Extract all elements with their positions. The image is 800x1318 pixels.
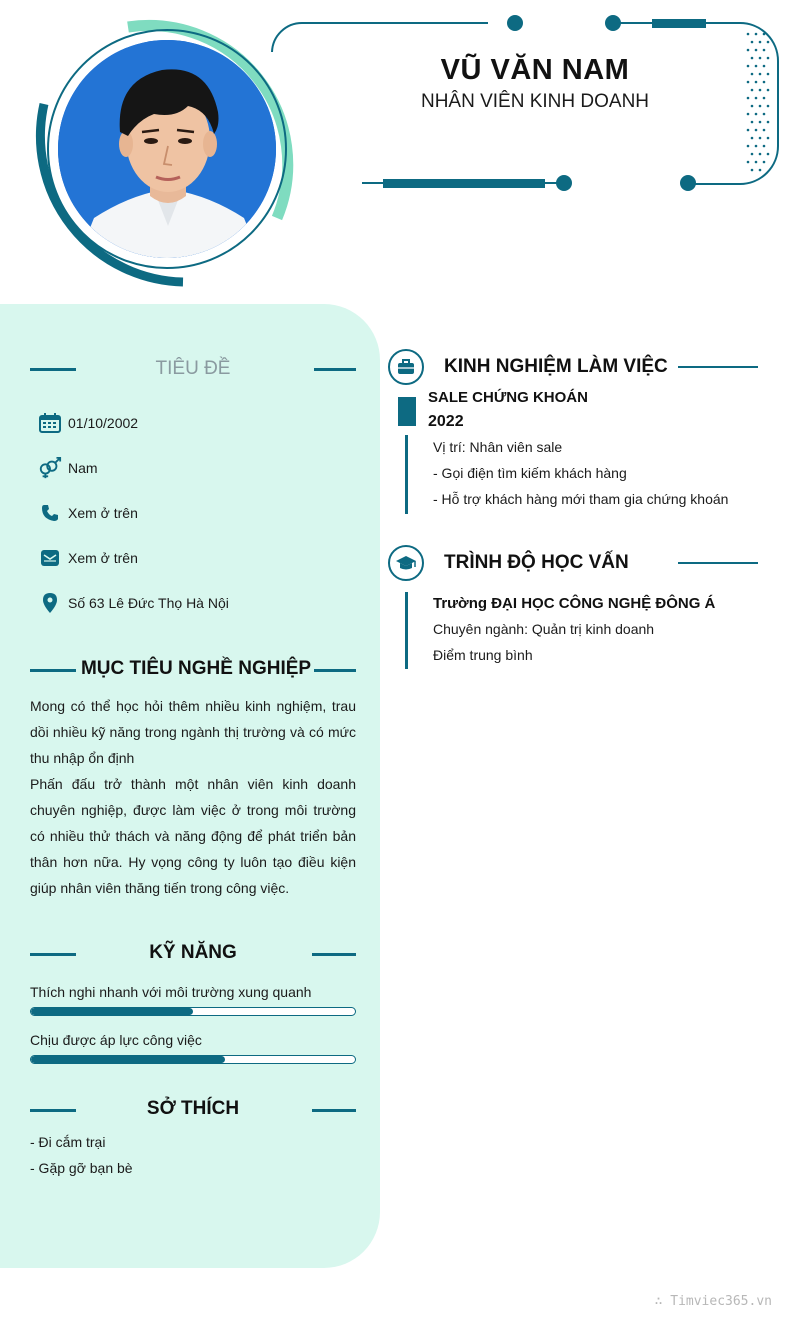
location-pin-icon [38, 591, 62, 615]
skill-progress-fill [31, 1056, 225, 1063]
hobby-item: - Gặp gỡ bạn bè [30, 1160, 133, 1176]
graduation-cap-icon [388, 545, 424, 581]
experience-company: SALE CHỨNG KHOÁN [428, 389, 588, 406]
objective-heading-line-right [314, 669, 356, 672]
contact-item-email [38, 546, 138, 570]
contact-heading: TIÊU ĐỀ [155, 358, 231, 379]
gender-icon [38, 456, 62, 480]
email-text: Xem ở trên [68, 550, 138, 566]
experience-detail: - Gọi điện tìm kiếm khách hàng [433, 465, 627, 481]
phone-text: Xem ở trên [68, 505, 138, 521]
job-title: NHÂN VIÊN KINH DOANH [420, 91, 650, 112]
skills-heading-line-left [30, 953, 76, 956]
education-heading: TRÌNH ĐỘ HỌC VẤN [444, 552, 629, 573]
gender-text: Nam [68, 460, 98, 476]
calendar-icon [38, 411, 62, 435]
contact-item-gender [38, 456, 98, 480]
contact-item-address [38, 591, 229, 615]
experience-timeline-bar [405, 435, 408, 514]
education-heading-line [678, 562, 758, 564]
hobbies-heading: SỞ THÍCH [146, 1098, 240, 1119]
briefcase-icon [388, 349, 424, 385]
contact-heading-line-right [314, 368, 356, 371]
experience-detail: - Hỗ trợ khách hàng mới tham gia chứng khoán [433, 491, 729, 507]
skill-progress-bar [30, 1055, 356, 1064]
experience-marker [398, 397, 416, 426]
hobbies-heading-line-right [312, 1109, 356, 1112]
objective-heading-line-left [30, 669, 76, 672]
email-icon [38, 546, 62, 570]
candidate-name: VŨ VĂN NAM [440, 54, 630, 86]
phone-icon [38, 501, 62, 525]
avatar [58, 40, 276, 258]
objective-heading: MỤC TIÊU NGHỀ NGHIỆP [80, 658, 312, 679]
hobby-item: - Đi cắm trại [30, 1134, 106, 1150]
contact-item-phone [38, 501, 138, 525]
experience-year: 2022 [428, 413, 464, 430]
experience-detail: Vị trí: Nhân viên sale [433, 439, 563, 455]
birthday-text: 01/10/2002 [68, 415, 139, 431]
objective-paragraph-2: Phấn đấu trở thành một nhân viên kinh doanh chuyên nghiệp, được làm việc ở trong môi trường có nhiều thử thách và năng động để phát triển bản thân hơn nữa. Hy vọng công ty luôn tạo điều kiện giúp nhân viên thăng tiến trong công việc. [30, 776, 356, 896]
skills-heading: KỸ NĂNG [149, 942, 237, 963]
education-school: Trường ĐẠI HỌC CÔNG NGHỆ ĐÔNG Á [433, 595, 716, 612]
objective-paragraph-1: Mong có thể học hỏi thêm nhiều kinh nghiệm, trau dồi nhiều kỹ năng trong ngành thị trường và có mức thu nhập ổn định [30, 698, 356, 766]
address-text: Số 63 Lê Đức Thọ Hà Nội [68, 595, 229, 611]
skills-heading-line-right [312, 953, 356, 956]
skill-label: Chịu được áp lực công việc [30, 1032, 202, 1048]
experience-heading: KINH NGHIỆM LÀM VIỆC [444, 356, 668, 377]
skill-label: Thích nghi nhanh với môi trường xung quanh [30, 984, 312, 1000]
education-detail: Điểm trung bình [433, 647, 533, 663]
skill-progress-bar [30, 1007, 356, 1016]
contact-heading-line-left [30, 368, 76, 371]
experience-heading-line [678, 366, 758, 368]
skill-progress-fill [31, 1008, 193, 1015]
contact-item-birthday [38, 411, 138, 435]
education-detail: Chuyên ngành: Quản trị kinh doanh [433, 621, 655, 637]
education-timeline-bar [405, 592, 408, 669]
watermark-text: ∴ Timviec365.vn [654, 1294, 772, 1309]
hobbies-heading-line-left [30, 1109, 76, 1112]
profile-portrait [58, 40, 276, 258]
